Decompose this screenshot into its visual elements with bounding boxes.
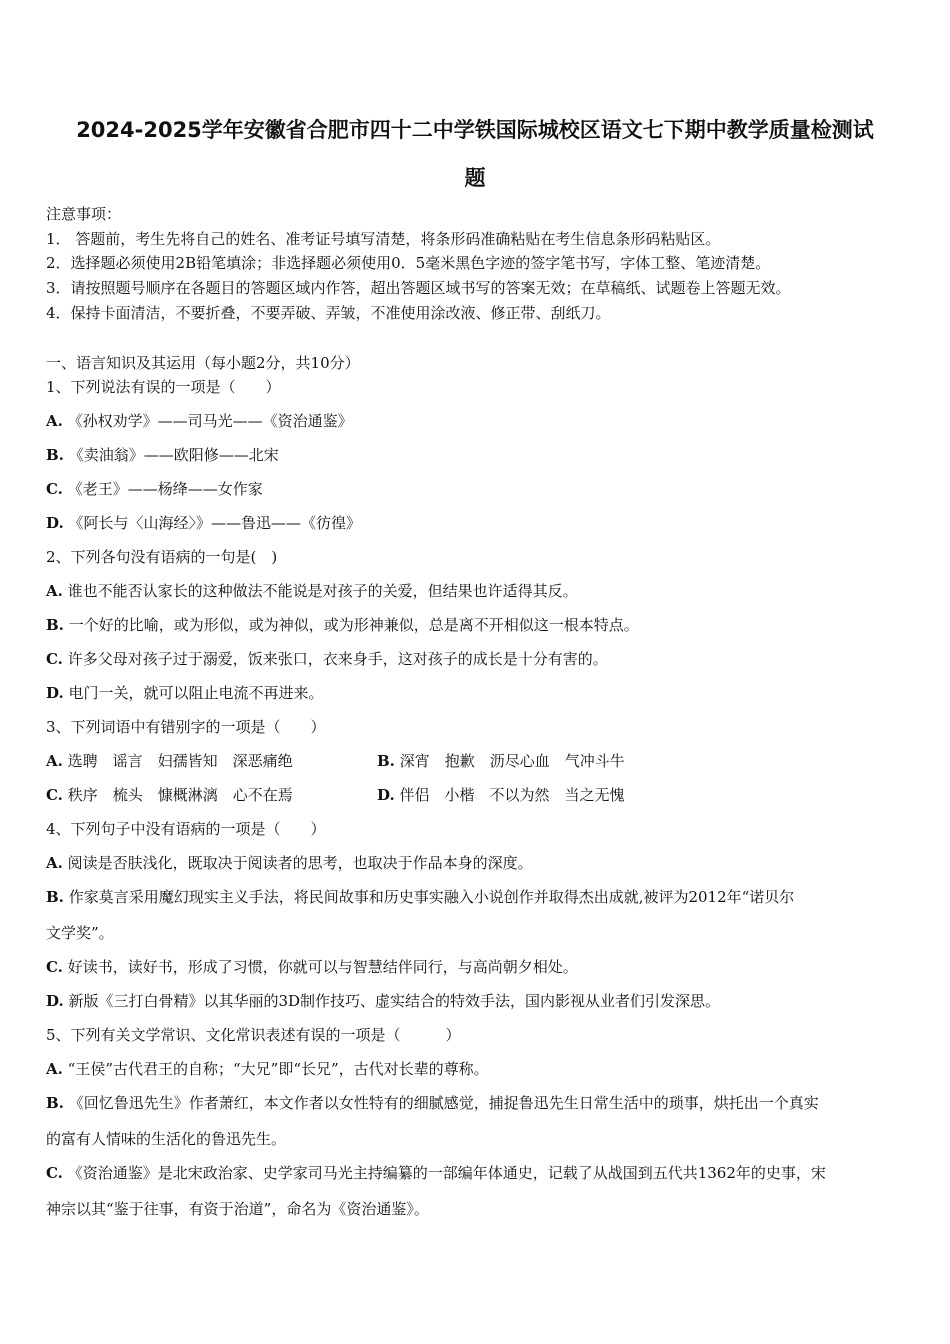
question-2-option-a xyxy=(46,580,578,601)
question-4-option-c xyxy=(46,956,578,977)
option-text: 谁也不能否认家长的这种做法不能说是对孩子的关爱，但结果也许适得其反。 xyxy=(67,582,578,600)
option-label: B. xyxy=(46,1094,64,1112)
option-label: B. xyxy=(46,616,64,634)
option-text: 《卖油翁》——欧阳修——北宋 xyxy=(68,446,279,464)
question-1-option-d xyxy=(46,512,361,533)
question-5-option-c-continued: 神宗以其“鉴于往事，有资于治道”，命名为《资治通鉴》。 xyxy=(46,1200,429,1218)
option-label: C. xyxy=(46,1164,63,1182)
notice-heading: 注意事项： xyxy=(46,205,122,223)
option-text: 作家莫言采用魔幻现实主义手法，将民间故事和历史事实融入小说创作并取得杰出成就,被评为2012年“诺贝尔 xyxy=(68,888,795,906)
notice-item: 4．保持卡面清洁，不要折叠，不要弄破、弄皱，不准使用涂改液、修正带、刮纸刀。 xyxy=(46,304,611,322)
page-title-continued: 题 xyxy=(464,166,486,190)
option-text: 选聘 谣言 妇孺皆知 深恶痛绝 xyxy=(67,752,293,770)
notice-item: 2．选择题必须使用2B铅笔填涂；非选择题必须使用0．5毫米黑色字迹的签字笔书写，字体工整、笔迹清楚。 xyxy=(46,254,771,272)
option-label: A. xyxy=(46,412,63,430)
option-label: D. xyxy=(46,684,64,702)
option-label: A. xyxy=(46,752,63,770)
question-4-option-a xyxy=(46,852,533,873)
option-text: 深宵 抱歉 沥尽心血 气冲斗牛 xyxy=(399,752,625,770)
question-1-stem: 1、下列说法有误的一项是（ ） xyxy=(46,378,281,396)
question-2-option-c xyxy=(46,648,608,669)
question-3-stem: 3、下列词语中有错别字的一项是（ ） xyxy=(46,718,326,736)
question-4-stem: 4、下列句子中没有语病的一项是（ ） xyxy=(46,820,326,838)
question-5-option-b-continued: 的富有人情味的生活化的鲁迅先生。 xyxy=(46,1130,287,1148)
question-5-option-c xyxy=(46,1162,826,1183)
section-heading: 一、语言知识及其运用（每小题2分，共10分） xyxy=(46,354,360,372)
option-label: A. xyxy=(46,1060,63,1078)
option-text: 伴侣 小楷 不以为然 当之无愧 xyxy=(399,786,625,804)
question-3-option-b xyxy=(377,750,625,771)
option-label: B. xyxy=(46,888,64,906)
option-text: 《阿长与〈山海经〉》——鲁迅——《彷徨》 xyxy=(68,514,361,532)
question-5-option-a xyxy=(46,1058,489,1079)
question-5-option-b xyxy=(46,1092,819,1113)
option-label: C. xyxy=(46,786,63,804)
option-text: 《回忆鲁迅先生》作者萧红，本文作者以女性特有的细腻感觉，捕捉鲁迅先生日常生活中的琐事，烘托出一个真实 xyxy=(68,1094,819,1112)
option-text: 新版《三打白骨精》以其华丽的3D制作技巧、虚实结合的特效手法，国内影视从业者们引发深思。 xyxy=(68,992,721,1010)
option-text: “王侯”古代君王的自称；“大兄”即“长兄”，古代对长辈的尊称。 xyxy=(67,1060,489,1078)
option-text: 《孙权劝学》——司马光——《资治通鉴》 xyxy=(67,412,353,430)
question-4-option-b xyxy=(46,886,794,907)
notice-item: 3．请按照题号顺序在各题目的答题区域内作答，超出答题区域书写的答案无效；在草稿纸、试题卷上答题无效。 xyxy=(46,279,791,297)
option-text: 许多父母对孩子过于溺爱，饭来张口，衣来身手，这对孩子的成长是十分有害的。 xyxy=(67,650,608,668)
option-label: D. xyxy=(377,786,395,804)
question-4-option-d xyxy=(46,990,720,1011)
option-text: 好读书，读好书，形成了习惯，你就可以与智慧结伴同行，与高尚朝夕相处。 xyxy=(67,958,578,976)
option-text: 秩序 梳头 慷概淋漓 心不在焉 xyxy=(67,786,293,804)
question-3-option-d xyxy=(377,784,625,805)
page-title: 2024-2025学年安徽省合肥市四十二中学铁国际城校区语文七下期中教学质量检测试 xyxy=(76,118,874,142)
question-2-stem: 2、下列各句没有语病的一句是( ) xyxy=(46,548,278,566)
question-3-option-a xyxy=(46,750,293,771)
option-text: 阅读是否肤浅化，既取决于阅读者的思考，也取决于作品本身的深度。 xyxy=(67,854,533,872)
question-3-option-c xyxy=(46,784,293,805)
notice-item: 1． 答题前，考生先将自己的姓名、准考证号填写清楚，将条形码准确粘贴在考生信息条形码粘贴区。 xyxy=(46,230,721,248)
option-label: D. xyxy=(46,514,64,532)
option-label: A. xyxy=(46,854,63,872)
option-label: C. xyxy=(46,958,63,976)
option-label: C. xyxy=(46,480,63,498)
question-1-option-a xyxy=(46,410,353,431)
question-5-stem: 5、下列有关文学常识、文化常识表述有误的一项是（ ） xyxy=(46,1026,461,1044)
option-label: D. xyxy=(46,992,64,1010)
option-text: 《资治通鉴》是北宋政治家、史学家司马光主持编纂的一部编年体通史，记载了从战国到五代共1362年的史事，宋 xyxy=(67,1164,826,1182)
question-2-option-b xyxy=(46,614,639,635)
option-text: 一个好的比喻，或为形似，或为神似，或为形神兼似，总是离不开相似这一根本特点。 xyxy=(68,616,639,634)
option-label: A. xyxy=(46,582,63,600)
option-text: 《老王》——杨绛——女作家 xyxy=(67,480,263,498)
option-label: B. xyxy=(377,752,395,770)
option-text: 电门一关，就可以阻止电流不再进来。 xyxy=(68,684,324,702)
option-label: C. xyxy=(46,650,63,668)
option-label: B. xyxy=(46,446,64,464)
question-1-option-b xyxy=(46,444,279,465)
question-2-option-d xyxy=(46,682,324,703)
question-1-option-c xyxy=(46,478,263,499)
question-4-option-b-continued: 文学奖”。 xyxy=(46,924,114,942)
